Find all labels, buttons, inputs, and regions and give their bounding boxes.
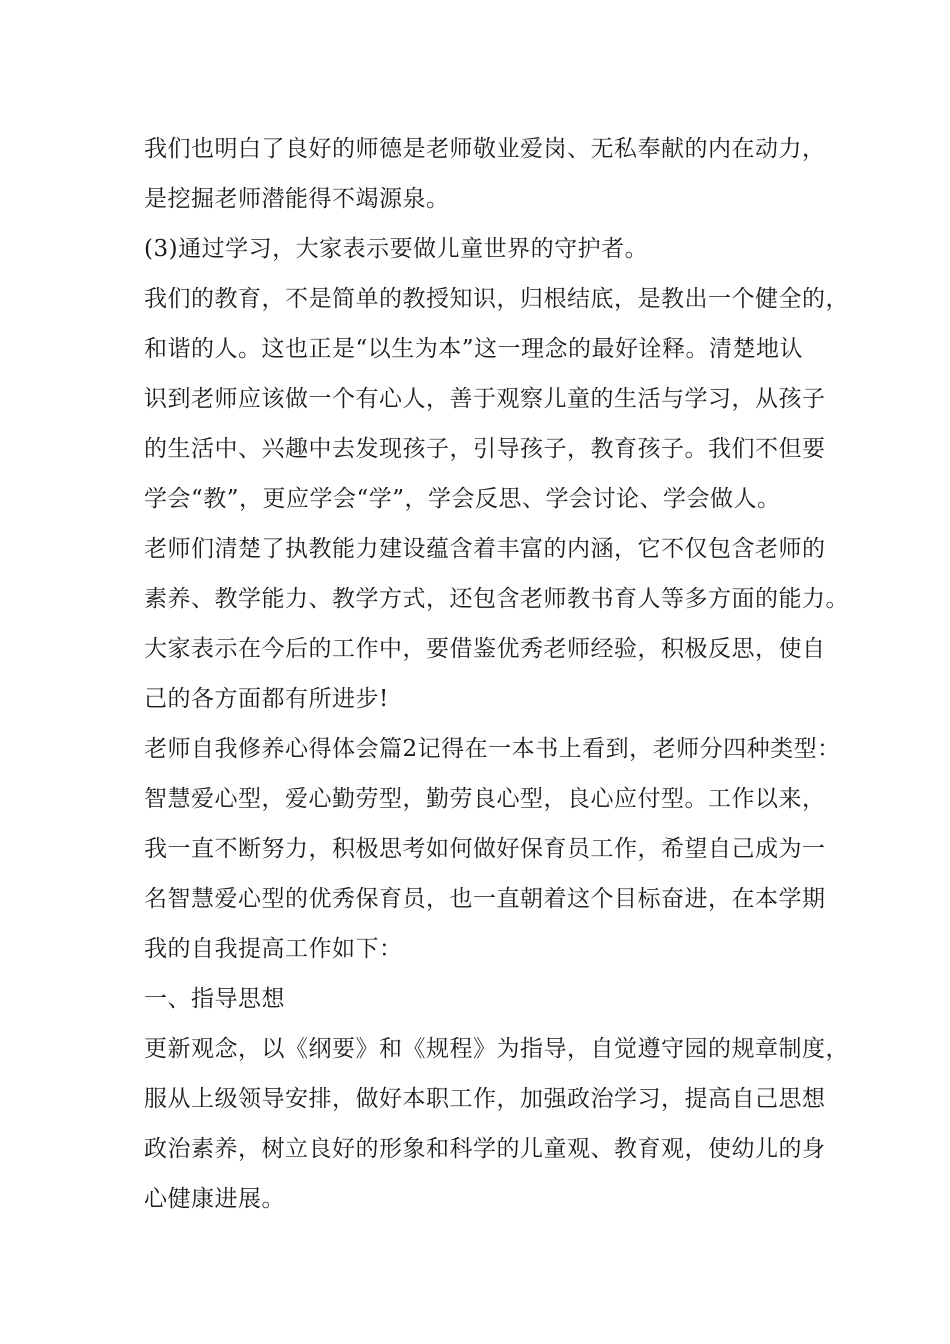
text-line: 我的自我提高工作如下： xyxy=(144,936,403,962)
text-line: 的生活中、兴趣中去发现孩子，引导孩子，教育孩子。我们不但要 xyxy=(144,436,826,462)
section-heading: 一、指导思想 xyxy=(144,986,285,1012)
text-line: 我们的教育，不是简单的教授知识，归根结底，是教出一个健全的， xyxy=(144,286,849,312)
text-line: (3)通过学习，大家表示要做儿童世界的守护者。 xyxy=(144,236,649,262)
text-line: 是挖掘老师潜能得不竭源泉。 xyxy=(144,186,450,212)
text-line: 服从上级领导安排，做好本职工作，加强政治学习，提高自己思想 xyxy=(144,1086,826,1112)
text-line: 学会“教”，更应学会“学”，学会反思、学会讨论、学会做人。 xyxy=(144,486,781,512)
text-line: 智慧爱心型，爱心勤劳型，勤劳良心型，良心应付型。工作以来， xyxy=(144,786,826,812)
text-line: 我们也明白了良好的师德是老师敬业爱岗、无私奉献的内在动力， xyxy=(144,136,826,162)
text-line: 老师们清楚了执教能力建设蕴含着丰富的内涵，它不仅包含老师的 xyxy=(144,536,826,562)
text-line: 己的各方面都有所进步! xyxy=(144,686,389,712)
text-line: 更新观念，以《纲要》和《规程》为指导，自觉遵守园的规章制度， xyxy=(144,1036,849,1062)
text-line: 和谐的人。这也正是“以生为本”这一理念的最好诠释。清楚地认 xyxy=(144,336,804,362)
text-line: 政治素养，树立良好的形象和科学的儿童观、教育观，使幼儿的身 xyxy=(144,1136,826,1162)
text-line: 心健康进展。 xyxy=(144,1186,285,1212)
text-line: 名智慧爱心型的优秀保育员，也一直朝着这个目标奋进，在本学期 xyxy=(144,886,826,912)
text-line: 我一直不断努力，积极思考如何做好保育员工作，希望自己成为一 xyxy=(144,836,826,862)
document-body xyxy=(144,124,849,1224)
text-line: 大家表示在今后的工作中，要借鉴优秀老师经验，积极反思，使自 xyxy=(144,636,826,662)
text-line: 素养、教学能力、教学方式，还包含老师教书育人等多方面的能力。 xyxy=(144,586,849,612)
text-line: 老师自我修养心得体会篇2记得在一本书上看到，老师分四种类型： xyxy=(144,736,841,762)
text-line: 识到老师应该做一个有心人，善于观察儿童的生活与学习，从孩子 xyxy=(144,386,826,412)
